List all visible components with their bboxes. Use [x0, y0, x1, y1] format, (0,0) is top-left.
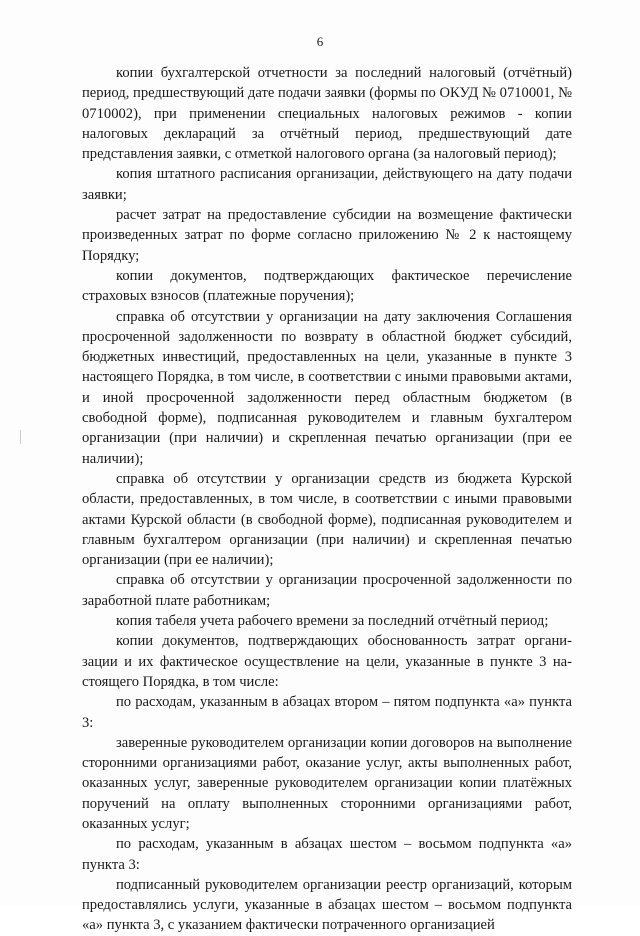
paragraph-expenses-2-5: по расходам, указанным в абзацах втором – пятом подпункта «а» пункта 3:: [82, 694, 572, 731]
paragraph-insurance-payments: копии документов, подтверждающих фактическое перечисление страховых взносов (платежные поручения);: [82, 267, 572, 305]
paragraph-supporting-documents: копии документов, подтверждающих обоснованность затрат организации и их фактическое осуществление на цели, указанные в пункте 3 настоящего Порядка, в том числе:: [82, 633, 572, 690]
paragraph-cost-calculation: расчет затрат на предоставление субсидии на возмещение фактически произведенных затрат по форме согласно приложению № 2 к настоящему Порядку;: [82, 207, 572, 264]
document-body: [82, 63, 572, 936]
paragraph-budget-funds-certificate: справка об отсутствии у организации средств из бюджета Курской области, предоставленных, в том числе, в соответствии с иными правовыми актами Курской области (в свободной форме), подписанная руководителем и главным бухгалтером организации (при наличии) и скрепленная печатью организации (при ее наличии);: [82, 470, 572, 569]
paragraph-timesheet: копия табеля учета рабочего времени за последний отчётный период;: [116, 613, 549, 630]
scan-artifact: [20, 430, 21, 444]
paragraph-staff-schedule: копия штатного расписания организации, действующего на дату подачи заявки;: [82, 166, 572, 203]
page-number: 6: [316, 34, 324, 49]
paragraph-contracts: заверенные руководителем организации копии договоров на выполнение сторонними организациями работ, оказание услуг, акты выполненных работ, оказанных услуг, заверенные руководителем организации копии платёжных поручений на оплату выполненных сторонними организациями работ, оказанных услуг;: [82, 734, 572, 832]
paragraph-accounting-reports: копии бухгалтерской отчетности за последний налоговый (отчётный) период, предшествующий дате подачи заявки (формы по ОКУД № 0710001, № 0710002), при применении специальных налоговых режимов - копии налоговых деклараций за отчётный период, предшествующий дате представления заявки, с отметкой налогового органа (за налоговый период);: [82, 65, 572, 163]
paragraph-organizations-register: подписанный руководителем организации реестр организаций, которым предоставлялись услуги, указанные в абзацах шестом – восьмом подпункта «а» пункта 3, с указанием фактически потраченного организацией: [82, 876, 572, 934]
paragraph-expenses-6-8: по расходам, указанным в абзацах шестом – восьмом подпункта «а» пункта 3:: [82, 836, 572, 873]
paragraph-debt-certificate: справка об отсутствии у организации на дату заключения Соглашения просроченной задолженности по возврату в областной бюджет субсидий, бюджетных инвестиций, предоставленных на цели, указанные в пункте 3 настоящего Порядка, в том числе, в соответствии с иными правовыми актами, и иной просроченной задолженности перед областным бюджетом (в свободной форме), подписанная руководителем и главным бухгалтером организации (при наличии) и скрепленная печатью организации (при ее наличии);: [82, 308, 572, 467]
paragraph-wage-debt-certificate: справка об отсутствии у организации просроченной задолженности по заработной плате работникам;: [82, 572, 572, 609]
